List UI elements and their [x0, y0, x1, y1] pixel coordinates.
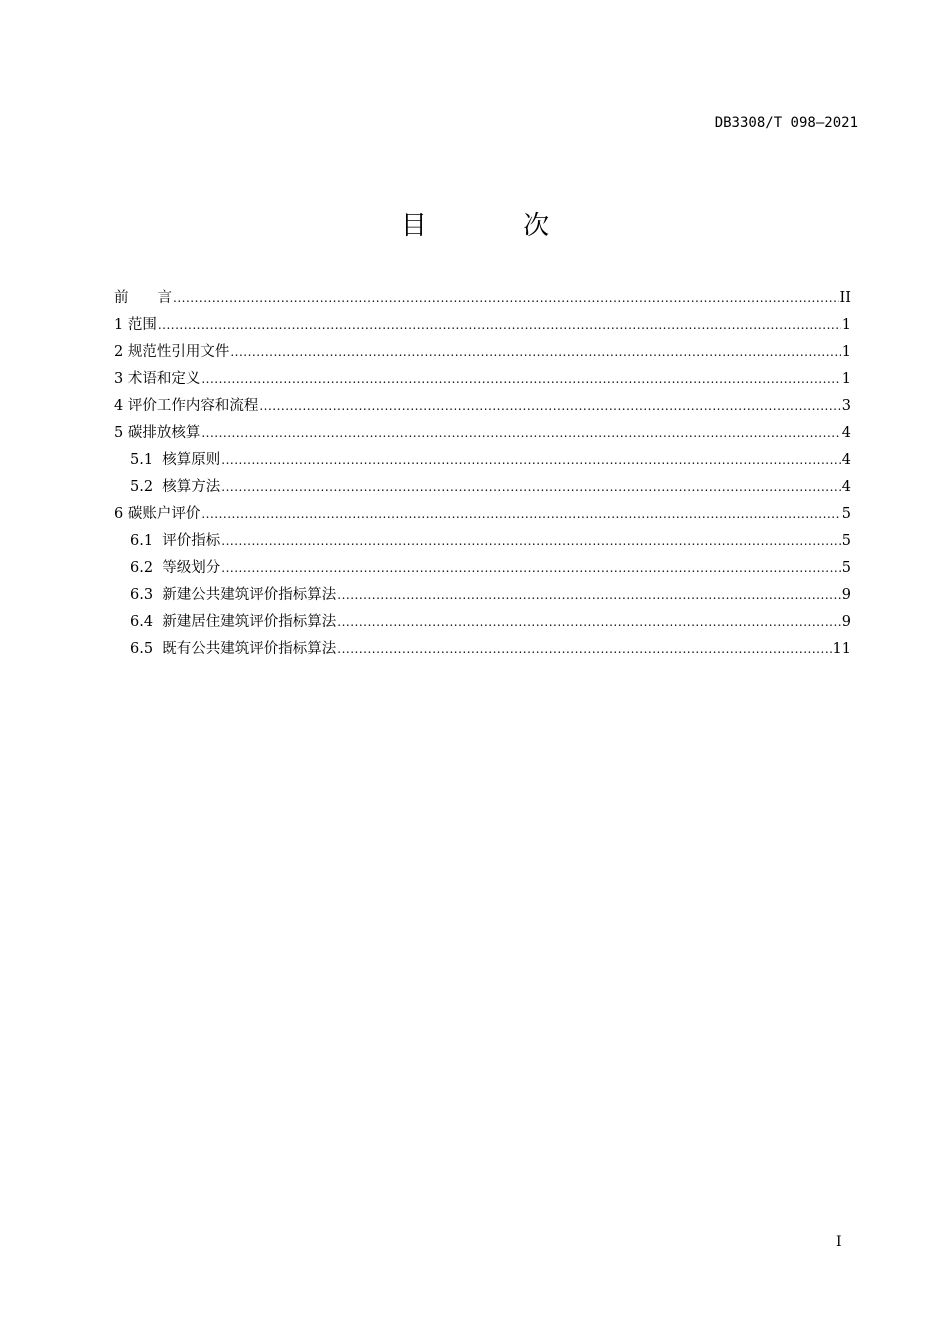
toc-entry-page: 11: [832, 641, 851, 657]
toc-entry[interactable]: [114, 447, 851, 474]
toc-entry-number: 3: [114, 371, 124, 387]
toc-dot-leader: [230, 339, 840, 366]
toc-dot-leader: [337, 636, 831, 663]
toc-entry-title: 新建居住建筑评价指标算法: [162, 614, 337, 630]
toc-dot-leader: [337, 609, 840, 636]
toc-dot-leader: [221, 447, 840, 474]
toc-entry-number: 6.1: [130, 533, 154, 549]
toc-entry-title: 规范性引用文件: [127, 344, 230, 360]
toc-entry-page: 5: [841, 560, 851, 576]
toc-entry[interactable]: [114, 636, 851, 663]
toc-entry-number: 2: [114, 344, 124, 360]
toc-entry[interactable]: [114, 366, 851, 393]
toc-dot-leader: [173, 285, 839, 312]
toc-entry[interactable]: [114, 393, 851, 420]
toc-entry[interactable]: [114, 555, 851, 582]
toc-entry-page: 4: [841, 479, 851, 495]
toc-entry-number: 6.4: [130, 614, 154, 630]
toc-entry-page: 9: [841, 587, 851, 603]
toc-entry-page: 1: [841, 344, 851, 360]
toc-entry[interactable]: [114, 609, 851, 636]
toc-entry-page: 1: [841, 371, 851, 387]
table-of-contents: [114, 285, 851, 663]
toc-entry-number: 6.3: [130, 587, 154, 603]
toc-entry-page: 3: [841, 398, 851, 414]
toc-entry[interactable]: [114, 528, 851, 555]
toc-entry-page: 4: [841, 425, 851, 441]
toc-entry-title: 碳账户评价: [127, 506, 201, 522]
toc-entry-number: 5: [114, 425, 124, 441]
page-number: I: [836, 1234, 842, 1250]
toc-entry-page: 4: [841, 452, 851, 468]
toc-entry-number: 6.2: [130, 560, 154, 576]
toc-dot-leader: [201, 501, 840, 528]
toc-entry-number: 4: [114, 398, 124, 414]
toc-dot-leader: [337, 582, 840, 609]
toc-entry-title: 前 言: [114, 290, 172, 306]
toc-entry-number: 6: [114, 506, 124, 522]
toc-dot-leader: [201, 366, 840, 393]
toc-entry[interactable]: [114, 420, 851, 447]
toc-dot-leader: [221, 528, 840, 555]
toc-entry-title: 核算方法: [162, 479, 221, 495]
toc-entry-title: 核算原则: [162, 452, 221, 468]
toc-entry-title: 新建公共建筑评价指标算法: [162, 587, 337, 603]
toc-entry-title: 评价指标: [162, 533, 221, 549]
page-title: 目 次: [400, 211, 594, 241]
toc-entry-number: 1: [114, 317, 124, 333]
toc-entry-page: 9: [841, 614, 851, 630]
toc-entry-title: 等级划分: [162, 560, 221, 576]
toc-entry-title: 既有公共建筑评价指标算法: [162, 641, 337, 657]
toc-entry[interactable]: [114, 501, 851, 528]
toc-entry[interactable]: [114, 312, 851, 339]
toc-entry-title: 范围: [127, 317, 157, 333]
document-code: DB3308/T 098—2021: [714, 115, 858, 131]
toc-entry-page: 5: [841, 506, 851, 522]
toc-dot-leader: [201, 420, 840, 447]
toc-entry[interactable]: [114, 582, 851, 609]
toc-entry[interactable]: [114, 285, 851, 312]
toc-entry-title: 评价工作内容和流程: [127, 398, 259, 414]
toc-entry-number: 5.2: [130, 479, 154, 495]
toc-entry-page: 1: [841, 317, 851, 333]
toc-entry[interactable]: [114, 339, 851, 366]
toc-entry[interactable]: [114, 474, 851, 501]
toc-entry-page: 5: [841, 533, 851, 549]
toc-dot-leader: [259, 393, 840, 420]
toc-entry-number: 6.5: [130, 641, 154, 657]
toc-dot-leader: [158, 312, 841, 339]
toc-entry-title: 术语和定义: [127, 371, 201, 387]
toc-dot-leader: [221, 474, 840, 501]
toc-entry-page: II: [839, 290, 851, 306]
toc-dot-leader: [221, 555, 840, 582]
toc-entry-title: 碳排放核算: [127, 425, 201, 441]
toc-entry-number: 5.1: [130, 452, 154, 468]
